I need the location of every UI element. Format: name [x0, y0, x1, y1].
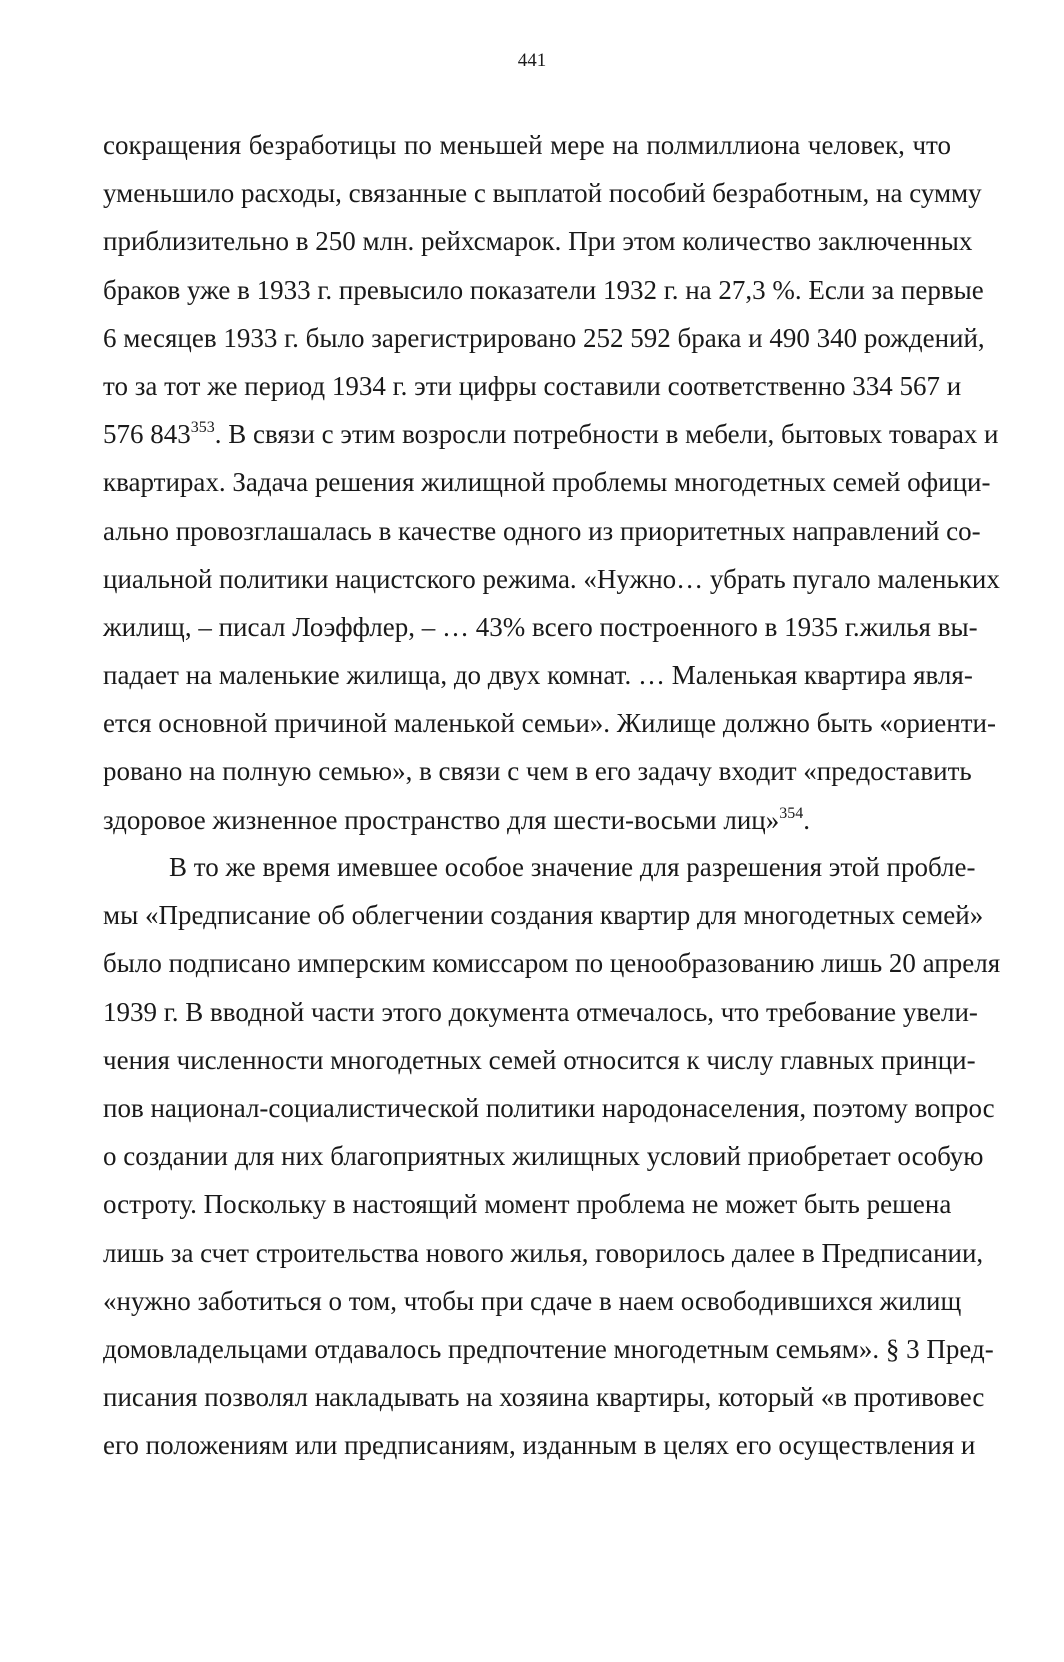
text-line: «нужно заботиться о том, чтобы при сдаче в наем освободившихся жилищ — [103, 1285, 962, 1316]
text-line: 6 месяцев 1933 г. было зарегистрировано 252 592 брака и 490 340 рождений, — [103, 322, 985, 353]
text-line: его положениям или предписаниям, изданным в целях его осуществления и — [103, 1430, 976, 1461]
text-line: домовладельцами отдавалось предпочтение многодетным семьям». § 3 Пред- — [103, 1333, 994, 1364]
text-line: падает на маленькие жилища, до двух комнат. … Маленькая квартира явля- — [103, 660, 973, 691]
page-number: 441 — [517, 50, 547, 71]
footnote-ref-353[interactable]: 353 — [190, 419, 215, 437]
text-line: уменьшило расходы, связанные с выплатой пособий безработным, на сумму — [103, 178, 982, 209]
text-line: ровано на полную семью», в связи с чем в его задачу входит «предоставить — [103, 756, 972, 787]
text-line: мы «Предписание об облегчении создания квартир для многодетных семей» — [103, 900, 984, 931]
text-fragment: . — [803, 804, 810, 835]
text-line: остроту. Поскольку в настоящий момент проблема не может быть решена — [103, 1189, 952, 1220]
paragraph-2 — [103, 843, 1001, 1469]
text-line: приблизительно в 250 млн. рейхсмарок. При этом количество заключенных — [103, 226, 973, 257]
text-line: В то же время имевшее особое значение для разрешения этой пробле- — [169, 852, 976, 882]
text-line: 1939 г. В вводной части этого документа отмечалось, что требование увели- — [103, 996, 978, 1027]
text-line: сокращения безработицы по меньшей мере на полмиллиона человек, что — [103, 130, 951, 160]
text-line: писания позволял накладывать на хозяина квартиры, который «в противовес — [103, 1382, 985, 1413]
text-fragment: 576 843 — [103, 419, 191, 450]
text-line: ется основной причиной маленькой семьи». Жилище должно быть «ориенти- — [103, 708, 996, 739]
text-line: пов национал-социалистической политики народонаселения, поэтому вопрос — [103, 1092, 995, 1123]
text-fragment: . В связи с этим возросли потребности в мебели, бытовых товарах и — [214, 419, 999, 450]
text-line: ально провозглашалась в качестве одного из приоритетных направлений со- — [103, 515, 981, 546]
text-line: было подписано имперским комиссаром по ценообразованию лишь 20 апреля — [103, 948, 1001, 979]
paragraph-1 — [103, 121, 1000, 844]
text-fragment: здоровое жизненное пространство для шести-восьми лиц» — [103, 804, 780, 835]
footnote-ref-354[interactable]: 354 — [779, 804, 804, 822]
text-line: браков уже в 1933 г. превысило показатели 1932 г. на 27,3 %. Если за первые — [103, 274, 984, 305]
text-line — [103, 410, 999, 458]
text-line — [103, 796, 951, 844]
text-line: о создании для них благоприятных жилищных условий приобретает особую — [103, 1141, 984, 1172]
text-line: то за тот же период 1934 г. эти цифры составили соответственно 334 567 и — [103, 370, 962, 401]
text-line: чения численности многодетных семей относится к числу главных принци- — [103, 1044, 976, 1075]
text-line: лишь за счет строительства нового жилья, говорилось далее в Предписании, — [103, 1237, 984, 1268]
text-line: квартирах. Задача решения жилищной проблемы многодетных семей офици- — [103, 467, 991, 498]
text-line: жилищ, – писал Лоэффлер, – … 43% всего построенного в 1935 г.жилья вы- — [103, 611, 978, 642]
text-line: циальной политики нацистского режима. «Нужно… убрать пугало маленьких — [103, 563, 1000, 594]
